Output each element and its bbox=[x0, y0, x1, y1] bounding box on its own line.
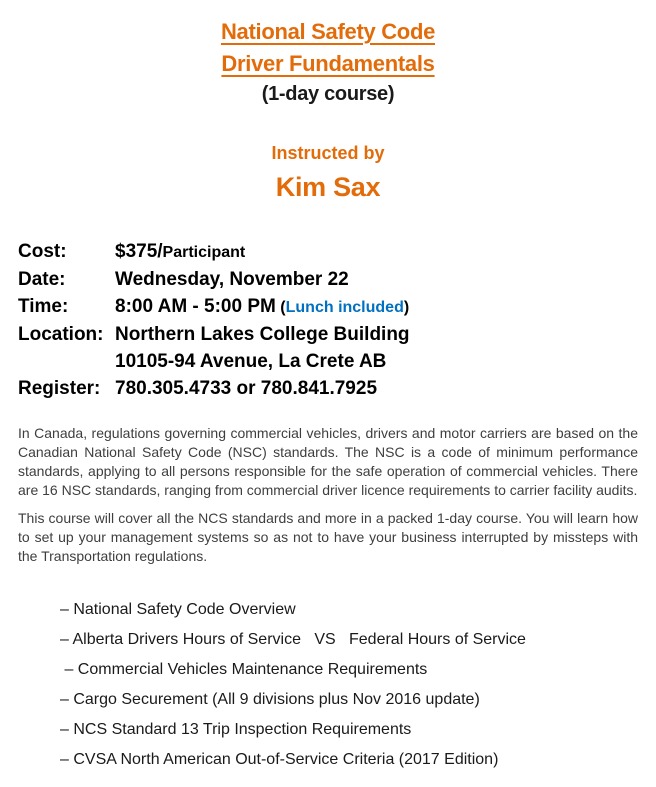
cost-amount: $375/ bbox=[115, 241, 163, 262]
date-label: Date: bbox=[18, 269, 66, 290]
flyer-title-line1: National Safety Code bbox=[220, 19, 436, 44]
course-description bbox=[18, 424, 638, 566]
flyer-header bbox=[0, 16, 656, 204]
cost-label: Cost: bbox=[18, 241, 67, 262]
course-length: (1-day course) bbox=[261, 83, 395, 105]
location-value-line1: Northern Lakes College Building bbox=[115, 324, 410, 345]
cost-unit: Participant bbox=[162, 244, 246, 261]
location-label: Location: bbox=[18, 324, 104, 345]
topic-item-vehicle-maintenance: – Commercial Vehicles Maintenance Requirements bbox=[60, 661, 428, 678]
detail-row-location-line2 bbox=[18, 348, 656, 375]
lunch-paren-close: ) bbox=[403, 299, 410, 316]
topic-item-nsc-overview: – National Safety Code Overview bbox=[60, 601, 296, 618]
detail-row-time bbox=[18, 293, 656, 321]
date-value: Wednesday, November 22 bbox=[115, 269, 349, 290]
instructed-by-label: Instructed by bbox=[271, 143, 385, 163]
instructor-name: Kim Sax bbox=[275, 172, 381, 202]
topic-item-hours-of-service: – Alberta Drivers Hours of Service VS Federal Hours of Service bbox=[60, 631, 526, 648]
topic-list bbox=[60, 600, 656, 770]
course-details bbox=[18, 238, 656, 402]
detail-row-date bbox=[18, 266, 656, 293]
description-paragraph-2: This course will cover all the NCS standards and more in a packed 1-day course. You will learn how to set up your management systems so as not to have your business interrupted by missteps with the Transportation regulations. bbox=[18, 510, 638, 564]
cost-value bbox=[115, 238, 245, 266]
detail-row-location bbox=[18, 321, 656, 348]
detail-row-register bbox=[18, 375, 656, 402]
description-paragraph-1: In Canada, regulations governing commercial vehicles, drivers and motor carriers are based on the Canadian National Safety Code (NSC) standards. The NSC is a code of minimum performance standards, applying to all persons responsible for the safe operation of commercial vehicles. There are 16 NSC standards, ranging from commercial driver licence requirements to carrier facility audits. bbox=[18, 425, 638, 498]
lunch-paren-open: ( bbox=[275, 299, 286, 316]
time-label: Time: bbox=[18, 296, 69, 317]
flyer-title-line2: Driver Fundamentals bbox=[221, 51, 435, 76]
detail-row-cost bbox=[18, 238, 656, 266]
register-phone-numbers: 780.305.4733 or 780.841.7925 bbox=[115, 378, 378, 399]
topic-item-trip-inspection: – NCS Standard 13 Trip Inspection Requirements bbox=[60, 721, 412, 738]
time-value bbox=[115, 293, 409, 321]
lunch-included-note: Lunch included bbox=[285, 299, 404, 316]
location-value-line2: 10105-94 Avenue, La Crete AB bbox=[115, 351, 387, 372]
location-label-spacer bbox=[18, 348, 115, 375]
time-range: 8:00 AM - 5:00 PM bbox=[115, 296, 276, 317]
register-label: Register: bbox=[18, 378, 101, 399]
topic-item-cvsa-criteria: – CVSA North American Out-of-Service Criteria (2017 Edition) bbox=[60, 751, 499, 768]
topic-item-cargo-securement: – Cargo Securement (All 9 divisions plus Nov 2016 update) bbox=[60, 691, 480, 708]
